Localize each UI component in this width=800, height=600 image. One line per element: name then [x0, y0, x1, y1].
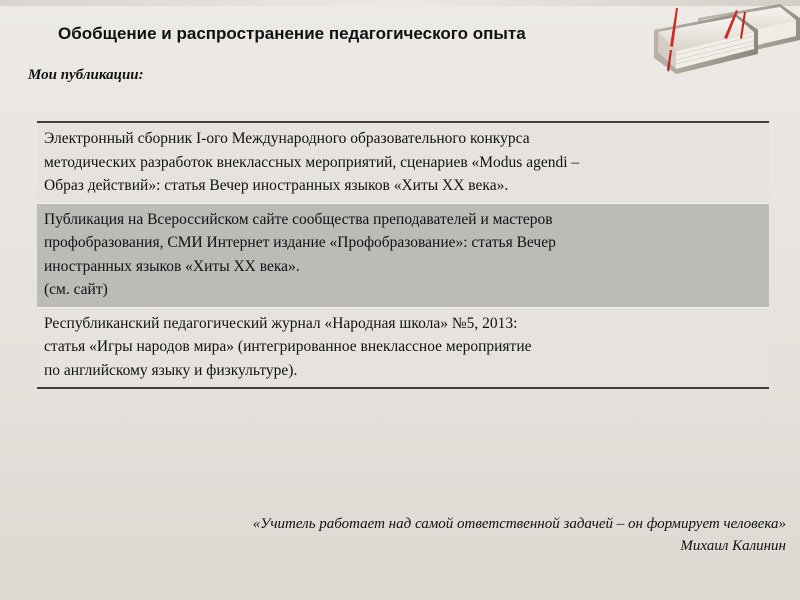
publication-line: иностранных языков «Хиты XX века». — [44, 257, 300, 275]
publication-line: по английскому языку и физкультуре). — [44, 361, 298, 379]
publication-line: статья «Игры народов мира» (интегрированное внеклассное мероприятие — [44, 338, 532, 355]
publication-row — [37, 203, 769, 308]
quote-author: Михаил Калинин — [680, 538, 786, 554]
publication-line: профобразования, СМИ Интернет издание «Профобразование»: статья Вечер — [44, 234, 556, 251]
publications-table — [37, 121, 769, 389]
publication-line: Публикация на Всероссийском сайте сообщества преподавателей и мастеров — [44, 210, 553, 228]
publication-line: методических разработок внеклассных мероприятий, сценариев «Modus agendi – — [44, 153, 580, 171]
quote-text: «Учитель работает над самой ответственной задачей – он формирует человека» — [252, 516, 786, 532]
publication-line: Образ действий»: статья Вечер иностранных языков «Хиты XX века». — [44, 177, 509, 194]
open-books-icon — [640, 0, 800, 100]
slide-title: Обобщение и распространение педагогического опыта — [58, 24, 526, 43]
publication-line: Электронный сборник I-ого Международного образовательного конкурса — [44, 130, 530, 147]
publications-subtitle: Мои публикации: — [28, 67, 144, 83]
epigraph-quote — [253, 513, 786, 557]
publication-line: Республиканский педагогический журнал «Народная школа» №5, 2013: — [44, 314, 518, 332]
publication-line: (см. сайт) — [44, 281, 108, 298]
publication-row — [37, 123, 769, 203]
publication-row — [37, 308, 769, 388]
